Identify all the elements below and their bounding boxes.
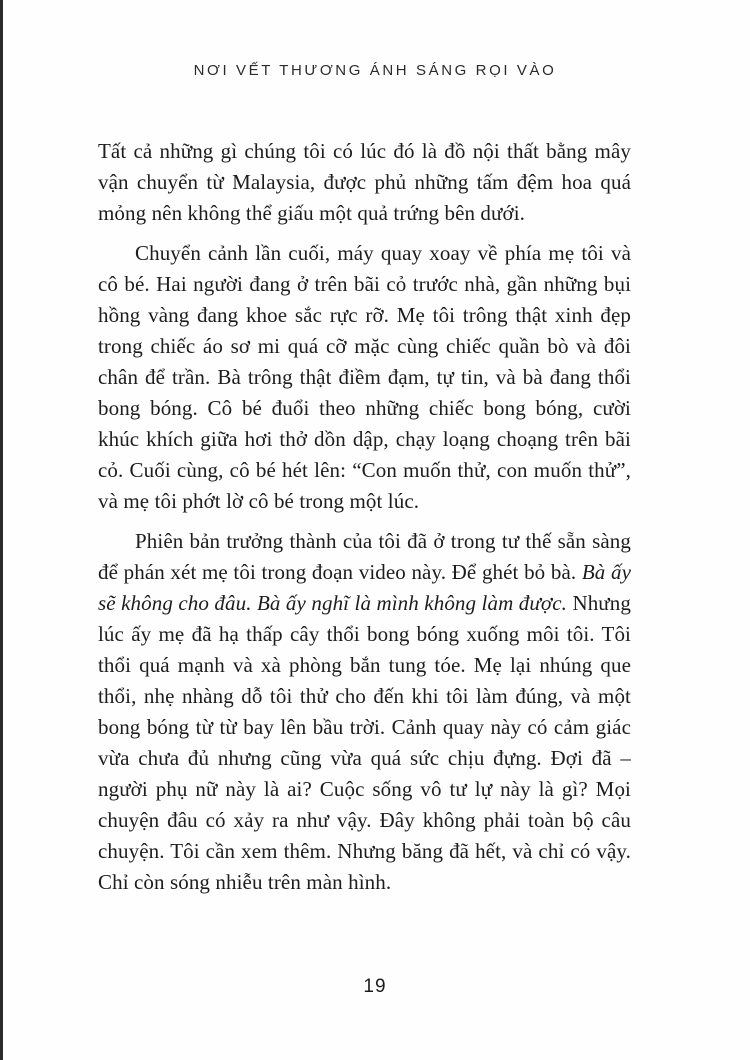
text-segment: Tất cả những gì chúng tôi có lúc đó là đồ nội thất bằng mây vận chuyển từ Malaysia, được phủ những tấm đệm hoa quá mỏng nên không thể giấu một quả trứng bên dưới. [98,139,631,225]
running-header-title: NƠI VẾT THƯƠNG ÁNH SÁNG RỌI VÀO [193,62,557,79]
body-text [98,136,631,898]
text-segment: Phiên bản trưởng thành của tôi đã ở trong tư thế sẵn sàng để phán xét mẹ tôi trong đoạn video này. Để ghét bỏ bà. [98,529,631,584]
page-number: 19 [363,976,387,997]
paragraph [98,238,631,517]
paragraph [98,526,631,898]
page-edge-rule [0,0,3,1060]
text-segment: Nhưng lúc ấy mẹ đã hạ thấp cây thổi bong bóng xuống môi tôi. Tôi thổi quá mạnh và xà phòng bắn tung tóe. Mẹ lại nhúng que thổi, nhẹ nhàng dỗ tôi thử cho đến khi tôi làm đúng, và một bong bóng từ từ bay lên bầu trời. Cảnh quay này có cảm giác vừa chưa đủ nhưng cũng vừa quá sức chịu đựng. Đợi đã – người phụ nữ này là ai? Cuộc sống vô tư lự này là gì? Mọi chuyện đâu có xảy ra như vậy. Đây không phải toàn bộ câu chuyện. Tôi cần xem thêm. Nhưng băng đã hết, và chỉ có vậy. Chỉ còn sóng nhiễu trên màn hình. [98,591,631,894]
text-segment: Chuyển cảnh lần cuối, máy quay xoay về phía mẹ tôi và cô bé. Hai người đang ở trên bãi cỏ trước nhà, gần những bụi hồng vàng đang khoe sắc rực rỡ. Mẹ tôi trông thật xinh đẹp trong chiếc áo sơ mi quá cỡ mặc cùng chiếc quần bò và đôi chân để trần. Bà trông thật điềm đạm, tự tin, và bà đang thổi bong bóng. Cô bé đuổi theo những chiếc bong bóng, cười khúc khích giữa hơi thở dồn dập, chạy loạng choạng trên bãi cỏ. Cuối cùng, cô bé hét lên: “Con muốn thử, con muốn thử”, và mẹ tôi phớt lờ cô bé trong một lúc. [98,241,631,513]
paragraph [98,136,631,229]
italic-text-segment: Bà ấy sẽ không cho đâu. Bà ấy nghĩ là mình không làm được. [98,560,631,615]
